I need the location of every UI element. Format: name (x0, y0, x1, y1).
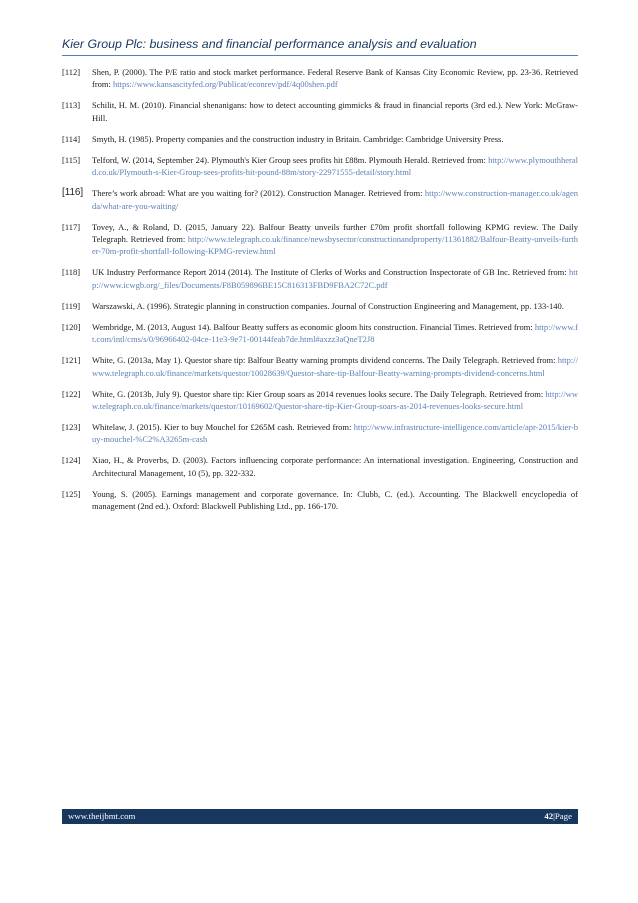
reference-citation: There’s work abroad: What are you waiting for? (2012). Construction Manager. Retrieved from: (92, 188, 425, 199)
reference-item (62, 187, 578, 212)
reference-number: [112] (62, 67, 81, 77)
reference-text (92, 221, 578, 258)
page-suffix: |Page (553, 811, 572, 821)
header-divider (62, 55, 578, 56)
page-number (544, 809, 572, 824)
reference-text (92, 421, 578, 446)
reference-text (92, 66, 578, 91)
reference-text (92, 266, 578, 291)
reference-link[interactable]: http://www.icwgb.org/_files/Documents/F8B059896BE15C816313FBD9FBA2C72C.pdf (92, 267, 578, 290)
reference-text (92, 321, 578, 346)
reference-item (62, 266, 578, 291)
reference-number: [122] (62, 388, 81, 399)
reference-number: [121] (62, 355, 81, 366)
reference-citation: Shen, P. (2000). The P/E ratio and stock market performance. Federal Reserve Bank of Kansas City Economic Review, pp. 23-36. Retrieved from: (92, 67, 578, 90)
reference-citation: UK Industry Performance Report 2014 (2014). The Institute of Clerks of Works and Construction Inspectorate of GB Inc. Retrieved from: (92, 267, 570, 278)
reference-link[interactable]: https://www.kansascityfed.org/Publicat/econrev/pdf/4q00shen.pdf (113, 79, 338, 90)
reference-item (62, 388, 578, 413)
journal-website-link[interactable]: www.theijbmt.com (68, 811, 136, 821)
reference-citation: Xiao, H., & Proverbs, D. (2003). Factors influencing corporate performance: An international investigation. Engineering, Construction and Architectural Management, 10 (5), pp. 322-332. (92, 455, 578, 478)
reference-item (62, 154, 578, 179)
reference-number: [123] (62, 422, 81, 432)
reference-link[interactable]: http://www.infrastructure-intelligence.com/article/apr-2015/kier-buy-mouchel-%C2%A3265m-cash (92, 422, 578, 445)
reference-citation: Warszawski, A. (1996). Strategic planning in construction companies. Journal of Construction Engineering and Management, pp. 133-140. (92, 300, 564, 311)
reference-citation: Schilit, H. M. (2010). Financial shenanigans: how to detect accounting gimmicks & fraud in financial reports (3rd ed.). New York: McGraw-Hill. (92, 100, 578, 123)
reference-link[interactable]: http://www.telegraph.co.uk/finance/markets/questor/10028639/Questor-share-tip-Balfour-Beatty-warning-prompts-dividend-concerns.html (92, 355, 578, 378)
reference-citation: White, G. (2013b, July 9). Questor share tip: Kier Group soars as 2014 revenues looks secure. The Daily Telegraph. Retrieved from: (92, 388, 546, 399)
running-header: Kier Group Plc: business and financial performance analysis and evaluation (62, 37, 477, 51)
reference-link[interactable]: http://www.plymouthherald.co.uk/Plymouth-s-Kier-Group-sees-profits-hit-pound-88m/story-22971555-detail/story.html (92, 154, 578, 178)
reference-text (92, 388, 578, 413)
reference-item (62, 354, 578, 379)
reference-link[interactable]: http://www.construction-manager.co.uk/agenda/what-are-you-waiting/ (92, 188, 578, 211)
reference-item (62, 454, 578, 479)
reference-link[interactable]: http://www.ft.com/intl/cms/s/0/96966402-04ce-11e3-9e71-00144feab7de.html#axzz3aQneT2J8 (92, 321, 578, 345)
reference-item (62, 99, 578, 124)
reference-item (62, 321, 578, 346)
reference-citation: Telford, W. (2014, September 24). Plymouth's Kier Group sees profits hit £88m. Plymouth Herald. Retrieved from: (92, 154, 489, 165)
reference-text (92, 300, 578, 312)
reference-text (92, 99, 578, 124)
reference-number: [118] (62, 267, 81, 278)
reference-citation: Smyth, H. (1985). Property companies and the construction industry in Britain. Cambridge: Cambridge University Press. (92, 133, 504, 144)
reference-number: [119] (62, 300, 81, 311)
reference-text (92, 454, 578, 479)
reference-link[interactable]: http://www.telegraph.co.uk/finance/markets/questor/10169602/Questor-share-tip-Kier-Group-soars-as-2014-revenues-looks-secure.html (92, 388, 578, 411)
reference-item (62, 221, 578, 258)
reference-number: [117] (62, 221, 81, 232)
reference-number: [120] (62, 321, 81, 332)
reference-number: [115] (62, 154, 81, 165)
page-number-value: 42 (544, 811, 554, 821)
reference-item (62, 66, 578, 91)
reference-text (92, 354, 578, 379)
reference-item (62, 133, 578, 145)
reference-citation: Tovey, A., & Roland, D. (2015, January 22). Balfour Beatty unveils further £70m profit shortfall following KPMG review. The Daily Telegraph. Retrieved from: (92, 221, 578, 244)
reference-text (92, 154, 578, 179)
page-footer (62, 809, 578, 824)
reference-number: [124] (62, 455, 81, 466)
reference-text (92, 488, 578, 513)
reference-citation: White, G. (2013a, May 1). Questor share tip: Balfour Beatty warning prompts dividend concerns. The Daily Telegraph. Retrieved from: (92, 355, 558, 366)
reference-citation: Young, S. (2005). Earnings management and corporate governance. In: Clubb, C. (ed.). Accounting. The Blackwell encyclopedia of management (2nd ed.). Oxford: Blackwell Publishing Ltd., pp. 166-170. (92, 488, 578, 512)
reference-item (62, 488, 578, 513)
reference-citation: Wembridge, M. (2013, August 14). Balfour Beatty suffers as economic gloom hits construction. Financial Times. Retrieved from: (92, 321, 535, 332)
reference-link[interactable]: http://www.telegraph.co.uk/finance/newsbysector/constructionandproperty/11361882/Balfour-Beatty-unveils-further-70m-profit-shortfall-following-KPMG-review.html (92, 233, 578, 257)
reference-list (62, 66, 578, 521)
reference-number: [116] (62, 187, 84, 199)
reference-item (62, 421, 578, 446)
reference-number: [114] (62, 133, 81, 144)
reference-text (92, 187, 578, 212)
reference-item (62, 300, 578, 312)
reference-number: [125] (62, 488, 81, 499)
reference-citation: Whitelaw, J. (2015). Kier to buy Mouchel for £265M cash. Retrieved from: (92, 422, 354, 432)
reference-text (92, 133, 578, 145)
reference-number: [113] (62, 100, 81, 111)
